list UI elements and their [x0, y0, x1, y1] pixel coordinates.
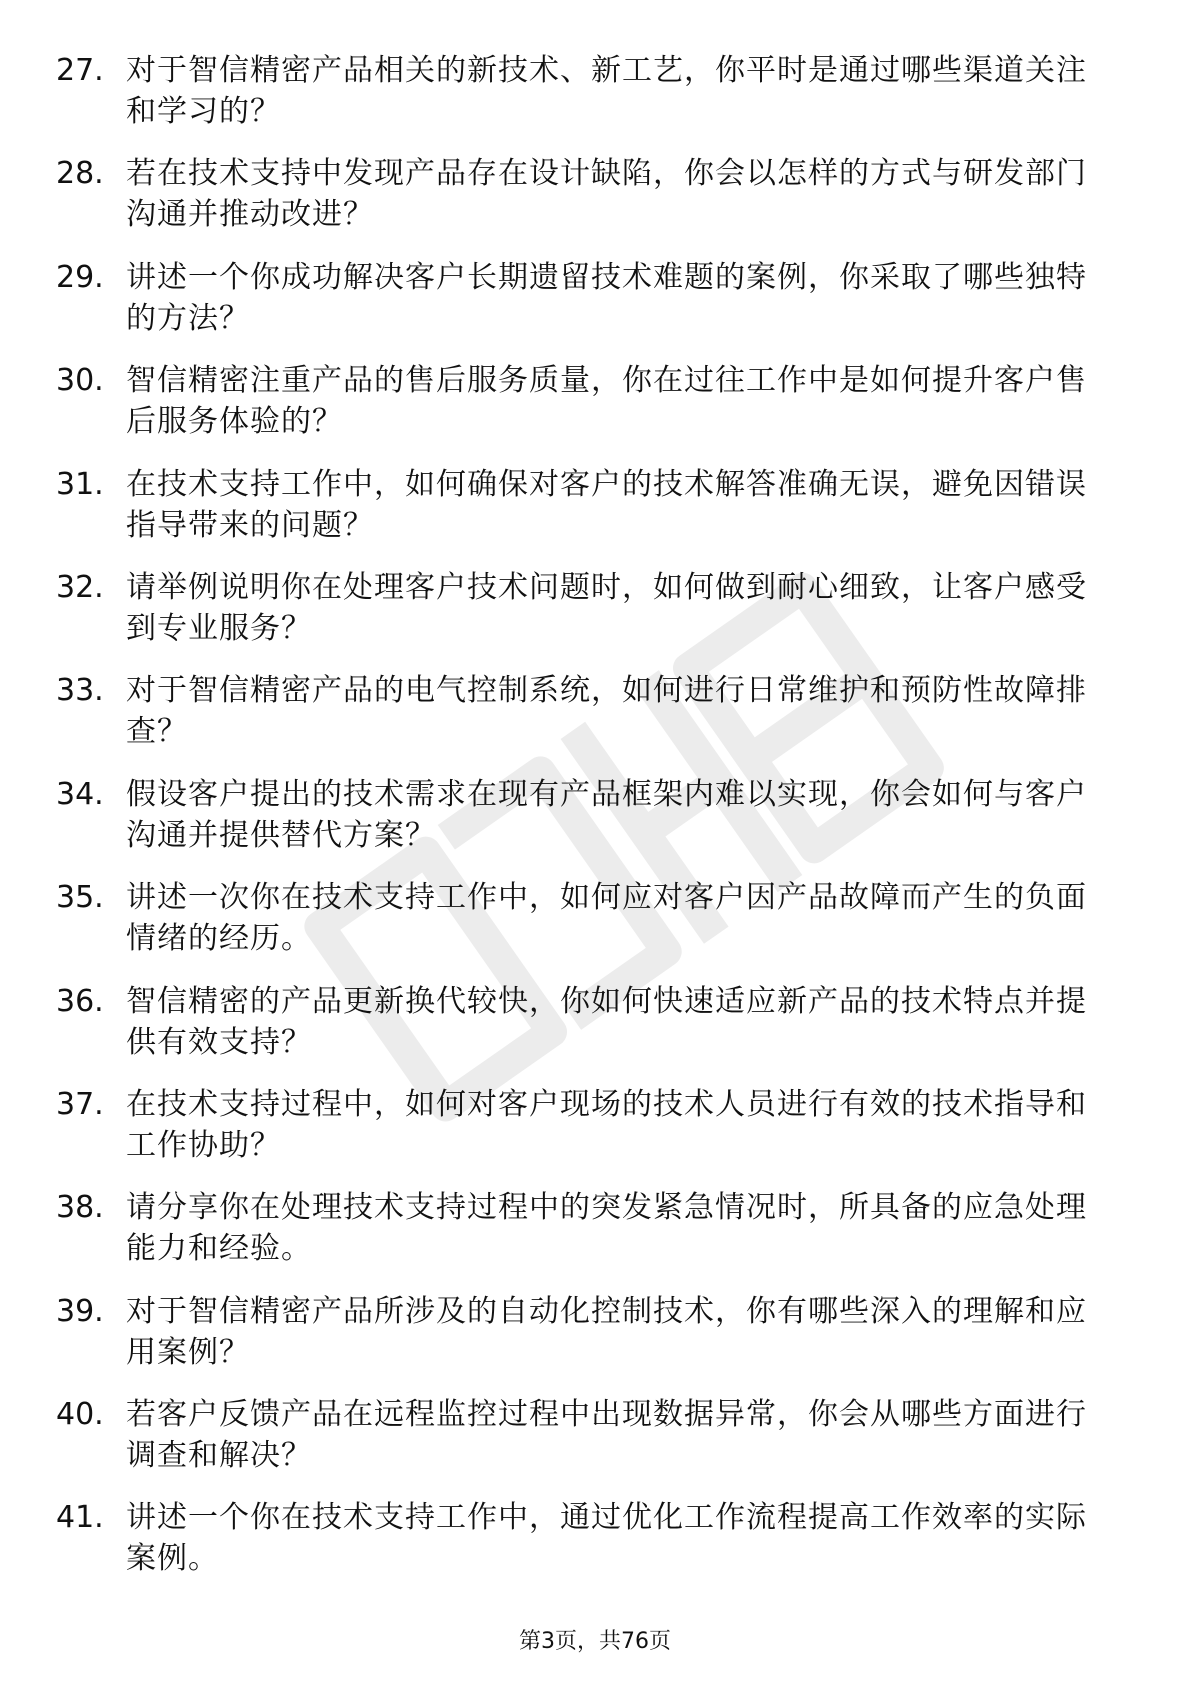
question-text: 对于智信精密产品所涉及的自动化控制技术，你有哪些深入的理解和应用案例？	[126, 1293, 1087, 1370]
question-number: 41.	[56, 1500, 104, 1536]
question-text: 在技术支持工作中，如何确保对客户的技术解答准确无误，避免因错误指导带来的问题？	[126, 466, 1087, 543]
question-text: 假设客户提出的技术需求在现有产品框架内难以实现，你会如何与客户沟通并提供替代方案？	[126, 776, 1087, 853]
page-footer: 第3页，共76页	[519, 1629, 671, 1654]
question-text: 在技术支持过程中，如何对客户现场的技术人员进行有效的技术指导和工作协助？	[126, 1086, 1087, 1163]
question-item	[56, 981, 1116, 1084]
question-number: 39.	[56, 1293, 104, 1329]
question-item	[56, 153, 1116, 256]
question-item	[56, 877, 1116, 980]
question-number: 27.	[56, 53, 104, 88]
question-number: 29.	[56, 259, 104, 295]
question-item	[56, 670, 1116, 773]
question-text: 若在技术支持中发现产品存在设计缺陷，你会以怎样的方式与研发部门沟通并推动改进？	[126, 156, 1087, 233]
question-item	[56, 774, 1116, 877]
question-number: 36.	[56, 983, 104, 1019]
question-number: 31.	[56, 466, 104, 502]
question-item	[56, 567, 1116, 670]
question-text: 讲述一个你成功解决客户长期遗留技术难题的案例，你采取了哪些独特的方法？	[126, 259, 1087, 336]
question-number: 35.	[56, 880, 104, 916]
question-text: 智信精密注重产品的售后服务质量，你在过往工作中是如何提升客户售后服务体验的？	[126, 363, 1087, 440]
question-item	[56, 257, 1116, 360]
question-text: 若客户反馈产品在远程监控过程中出现数据异常，你会从哪些方面进行调查和解决？	[126, 1397, 1087, 1474]
question-number: 37.	[56, 1086, 104, 1122]
question-number: 32.	[56, 569, 104, 605]
question-item	[56, 1394, 1116, 1497]
question-item	[56, 1291, 1116, 1394]
question-number: 34.	[56, 776, 104, 812]
question-item	[56, 464, 1116, 567]
question-item	[56, 360, 1116, 463]
question-text: 智信精密的产品更新换代较快，你如何快速适应新产品的技术特点并提供有效支持？	[126, 983, 1087, 1060]
question-item	[56, 1497, 1116, 1600]
question-text: 对于智信精密产品相关的新技术、新工艺，你平时是通过哪些渠道关注和学习的？	[126, 53, 1087, 129]
question-list	[56, 50, 1116, 1601]
question-number: 30.	[56, 363, 104, 399]
question-text: 讲述一次你在技术支持工作中，如何应对客户因产品故障而产生的负面情绪的经历。	[126, 880, 1087, 957]
question-item	[56, 50, 1116, 153]
question-number: 40.	[56, 1397, 104, 1433]
question-number: 33.	[56, 673, 104, 709]
question-text: 请举例说明你在处理客户技术问题时，如何做到耐心细致，让客户感受到专业服务？	[126, 569, 1087, 646]
question-item	[56, 1084, 1116, 1187]
question-number: 38.	[56, 1190, 104, 1226]
question-text: 请分享你在处理技术支持过程中的突发紧急情况时，所具备的应急处理能力和经验。	[126, 1190, 1087, 1267]
question-text: 讲述一个你在技术支持工作中，通过优化工作流程提高工作效率的实际案例。	[126, 1500, 1087, 1577]
question-text: 对于智信精密产品的电气控制系统，如何进行日常维护和预防性故障排查？	[126, 673, 1087, 750]
question-item	[56, 1187, 1116, 1290]
question-number: 28.	[56, 156, 104, 192]
